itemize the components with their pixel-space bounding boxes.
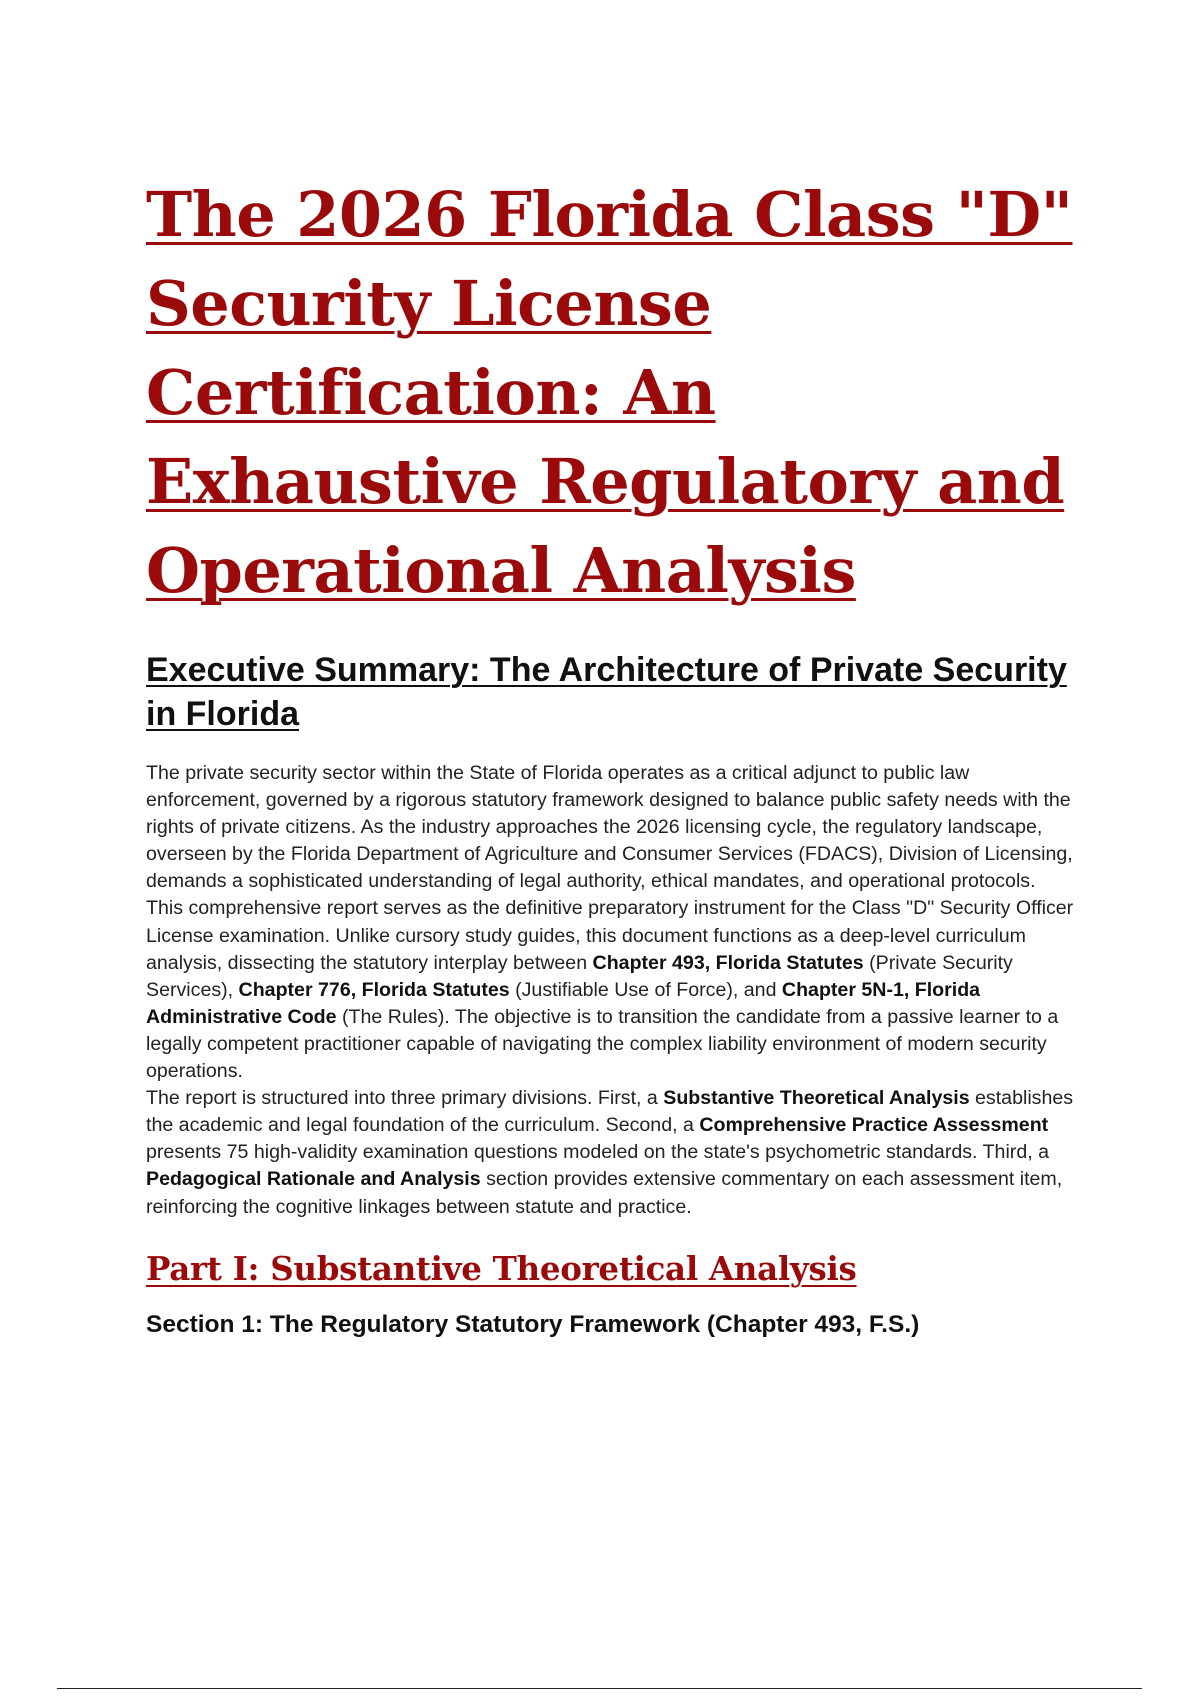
executive-summary-heading: Executive Summary: The Architecture of Private Security in Florida [146,651,1067,733]
paragraph-3-text-2: establishes the academic and legal foundation of the curriculum. Second, a [146,1087,1074,1137]
document-title: The 2026 Florida Class "D" Security License Certification: An Exhaustive Regulatory and Operational Analysis [146,178,1073,607]
paragraph-3 [146,1085,1086,1220]
paragraph-3-bold-substantive: Substantive Theoretical Analysis [663,1087,970,1110]
paragraph-2-text-3: (Justifiable Use of Force), and [509,978,782,1001]
footer-divider [57,1688,1142,1689]
part-1-heading: Part I: Substantive Theoretical Analysis [146,1248,857,1288]
paragraph-2-text-2: (Private Security Services), [146,951,1013,1001]
document-content [146,170,1086,1341]
paragraph-3-bold-comprehensive: Comprehensive Practice Assessment [699,1114,1049,1137]
paragraph-3-text-3: presents 75 high-validity examination questions modeled on the state's psychometric standards. Third, a [146,1141,1050,1164]
paragraph-2-text-4: (The Rules). The objective is to transition the candidate from a passive learner to a legally competent practitioner capable of navigating the complex liability environment of modern security operations. [146,1005,1059,1083]
paragraph-2-text-1: This comprehensive report serves as the definitive preparatory instrument for the Class "D" Security Officer License examination. Unlike cursory study guides, this document functions as a deep-level curriculum analysis, dissecting the statutory interplay between [146,897,1074,974]
paragraph-2-bold-chapter-5n1: Chapter 5N-1, Florida Administrative Code [146,978,981,1028]
paragraph-3-bold-pedagogical: Pedagogical Rationale and Analysis [146,1168,481,1191]
paragraph-2-bold-chapter-776: Chapter 776, Florida Statutes [238,978,510,1001]
executive-summary-body [146,760,1086,1221]
paragraph-3-text-4: section provides extensive commentary on each assessment item, reinforcing the cognitive linkages between statute and practice. [146,1168,1063,1218]
paragraph-1: The private security sector within the State of Florida operates as a critical adjunct to public law enforcement, governed by a rigorous statutory framework designed to balance public safety needs with the rights of private citizens. As the industry approaches the 2026 licensing cycle, the regulatory landscape, overseen by the Florida Department of Agriculture and Consumer Services (FDACS), Division of Licensing, demands a sophisticated understanding of legal authority, ethical mandates, and operational protocols. [146,762,1073,893]
paragraph-2-bold-chapter-493: Chapter 493, Florida Statutes [592,951,864,974]
paragraph-2 [146,895,1086,1085]
paragraph-3-text-1: The report is structured into three primary divisions. First, a [146,1087,664,1110]
section-1-heading: Section 1: The Regulatory Statutory Framework (Chapter 493, F.S.) [146,1310,920,1338]
